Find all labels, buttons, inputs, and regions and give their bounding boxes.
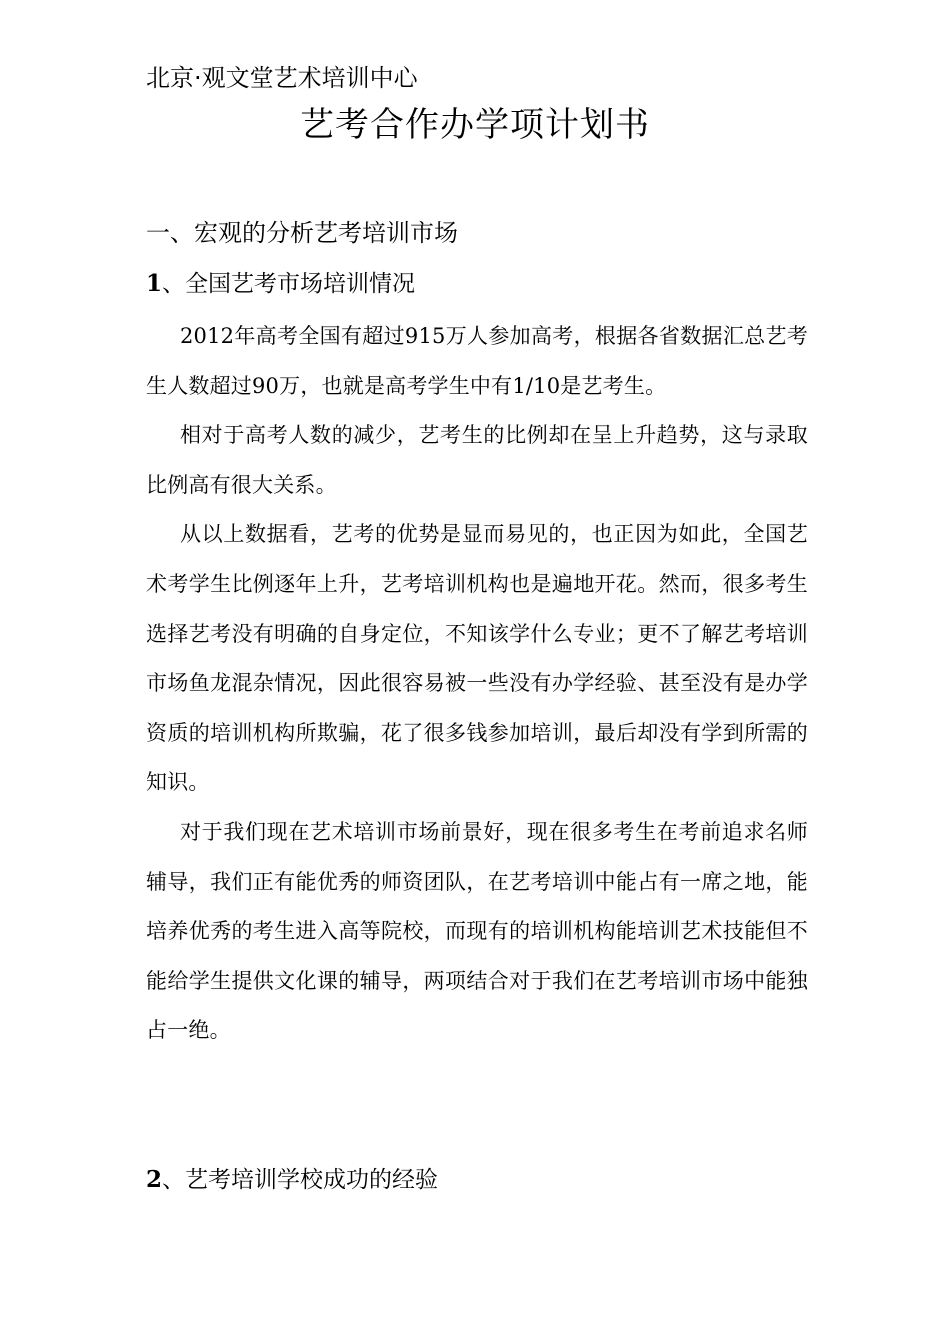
- document-title: 艺考合作办学项计划书: [300, 105, 650, 145]
- subsection-title: 、全国艺考市场培训情况: [162, 271, 416, 297]
- org-name: 北京·观文堂艺术培训中心: [146, 64, 418, 92]
- subsection-number: 1: [146, 270, 163, 297]
- paragraph: 对于我们现在艺术培训市场前景好，现在很多考生在考前追求名师辅导，我们正有能优秀的师资团队，在艺考培训中能占有一席之地，能培养优秀的考生进入高等院校，而现有的培训机构能培训艺术技能但不能给学生提供文化课的辅导，两项结合对于我们在艺考培训市场中能独占一绝。: [146, 819, 808, 1043]
- subsection-number: 2: [146, 1166, 163, 1193]
- body-text: [146, 312, 808, 1056]
- paragraph: 2012年高考全国有超过915万人参加高考，根据各省数据汇总艺考生人数超过90万，也就是高考学生中有1/10是艺考生。: [146, 324, 808, 398]
- section-heading-1: 一、宏观的分析艺考培训市场: [146, 219, 458, 247]
- paragraph: 从以上数据看，艺考的优势是显而易见的，也正因为如此，全国艺术考学生比例逐年上升，艺考培训机构也是遍地开花。然而，很多考生选择艺考没有明确的自身定位，不知该学什么专业；更不了解艺考培训市场鱼龙混杂情况，因此很容易被一些没有办学经验、甚至没有是办学资质的培训机构所欺骗，花了很多钱参加培训，最后却没有学到所需的知识。: [146, 522, 808, 795]
- subsection-heading-2: [146, 1160, 438, 1200]
- subsection-title: 、艺考培训学校成功的经验: [162, 1167, 439, 1193]
- paragraph: 相对于高考人数的减少，艺考生的比例却在呈上升趋势，这与录取比例高有很大关系。: [146, 423, 808, 497]
- subsection-heading-1: [146, 264, 415, 304]
